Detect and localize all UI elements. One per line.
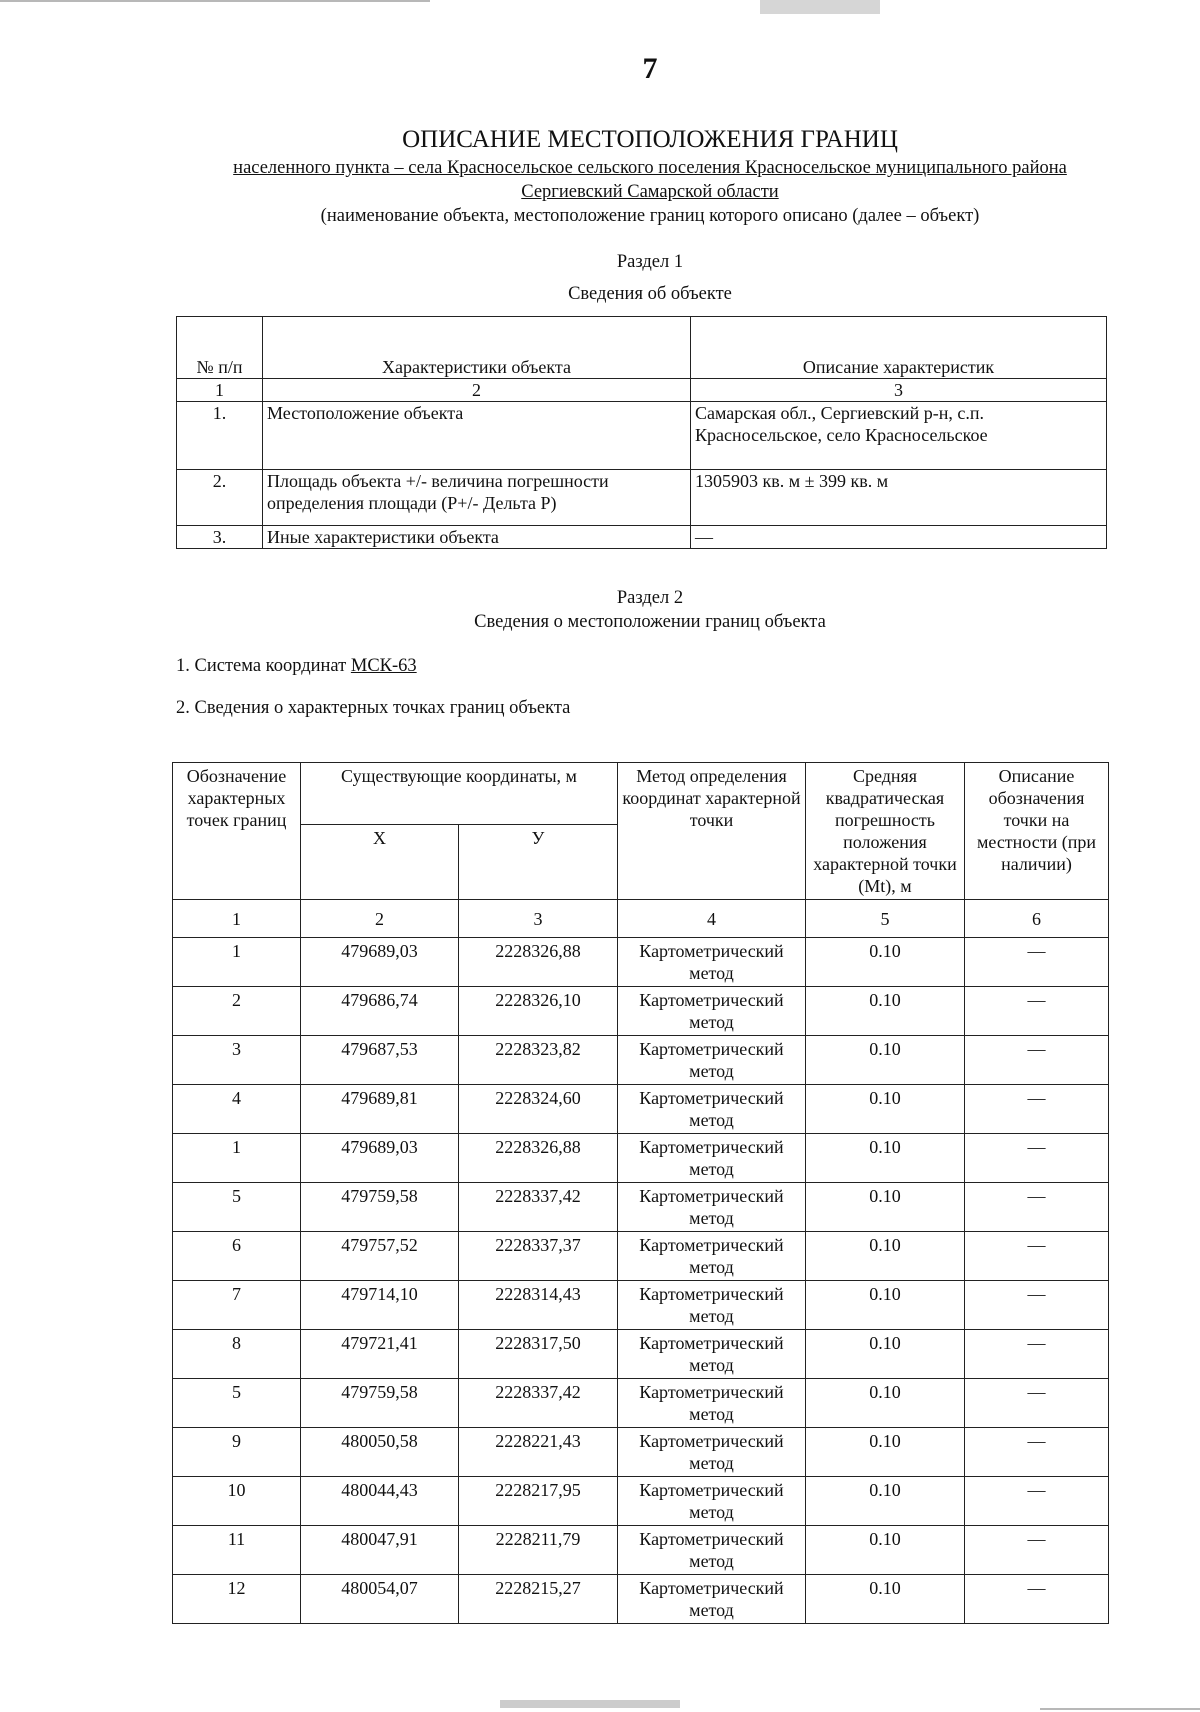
method: Картометрический метод <box>618 1526 806 1575</box>
table-row <box>173 1085 1109 1134</box>
mean-error: 0.10 <box>806 1428 965 1477</box>
method: Картометрический метод <box>618 1477 806 1526</box>
t1-row-name: Площадь объекта +/- величина погрешности определения площади (Р+/- Дельта Р) <box>263 470 691 526</box>
coord-y: 2228337,37 <box>459 1232 618 1281</box>
mean-error: 0.10 <box>806 1232 965 1281</box>
scan-artifact-top-line <box>0 0 430 2</box>
coord-x: 479721,41 <box>301 1330 459 1379</box>
t2-colnum: 3 <box>459 900 618 938</box>
t2-header-designation: Обозначение характерных точек границ <box>173 763 301 900</box>
object-name-note: (наименование объекта, местоположение границ которого описано (далее – объект) <box>320 206 980 226</box>
table-row <box>173 987 1109 1036</box>
coord-x: 479687,53 <box>301 1036 459 1085</box>
method: Картометрический метод <box>618 1036 806 1085</box>
coord-y: 2228326,88 <box>459 1134 618 1183</box>
coord-y: 2228323,82 <box>459 1036 618 1085</box>
method: Картометрический метод <box>618 1134 806 1183</box>
mean-error: 0.10 <box>806 1134 965 1183</box>
point-designation: 3 <box>173 1036 301 1085</box>
point-designation: 11 <box>173 1526 301 1575</box>
table-row <box>173 1183 1109 1232</box>
t2-header-coords: Существующие координаты, м <box>301 763 618 825</box>
point-designation: 7 <box>173 1281 301 1330</box>
point-designation: 6 <box>173 1232 301 1281</box>
t1-header-num: № п/п <box>177 317 263 379</box>
point-designation: 12 <box>173 1575 301 1624</box>
section1-heading: Сведения об объекте <box>568 284 732 304</box>
t2-header-description: Описание обозначения точки на местности (при наличии) <box>965 763 1109 900</box>
coord-x: 479757,52 <box>301 1232 459 1281</box>
coord-x: 480044,43 <box>301 1477 459 1526</box>
coord-y: 2228337,42 <box>459 1379 618 1428</box>
coord-x: 479689,81 <box>301 1085 459 1134</box>
point-description: — <box>965 1477 1109 1526</box>
coord-x: 480047,91 <box>301 1526 459 1575</box>
point-description: — <box>965 1526 1109 1575</box>
object-name-line2-wrap <box>190 182 1110 203</box>
page-number: 7 <box>642 52 658 85</box>
section2-heading: Сведения о местоположении границ объекта <box>474 612 826 632</box>
section1-label: Раздел 1 <box>616 252 684 272</box>
mean-error: 0.10 <box>806 1477 965 1526</box>
t1-row-value: 1305903 кв. м ± 399 кв. м <box>691 470 1107 526</box>
point-designation: 1 <box>173 1134 301 1183</box>
coord-y: 2228215,27 <box>459 1575 618 1624</box>
point-description: — <box>965 1036 1109 1085</box>
method: Картометрический метод <box>618 1085 806 1134</box>
document-title: ОПИСАНИЕ МЕСТОПОЛОЖЕНИЯ ГРАНИЦ <box>402 126 898 153</box>
method: Картометрический метод <box>618 938 806 987</box>
scan-artifact-bottom-right <box>1040 1708 1200 1710</box>
mean-error: 0.10 <box>806 987 965 1036</box>
coord-y: 2228326,10 <box>459 987 618 1036</box>
coord-system <box>176 656 417 677</box>
points-heading: 2. Сведения о характерных точках границ объекта <box>176 698 571 718</box>
coord-y: 2228337,42 <box>459 1183 618 1232</box>
point-description: — <box>965 987 1109 1036</box>
table-row <box>173 1428 1109 1477</box>
table-row <box>173 1526 1109 1575</box>
table-row <box>173 938 1109 987</box>
object-info-table <box>176 316 1107 549</box>
t1-row-value: Самарская обл., Сергиевский р-н, с.п. Красносельское, село Красносельское <box>691 402 1107 470</box>
point-designation: 2 <box>173 987 301 1036</box>
coord-y: 2228324,60 <box>459 1085 618 1134</box>
coord-x: 479686,74 <box>301 987 459 1036</box>
object-name-line2: Сергиевский Самарской области <box>521 182 779 202</box>
coord-y: 2228217,95 <box>459 1477 618 1526</box>
mean-error: 0.10 <box>806 1085 965 1134</box>
point-description: — <box>965 1575 1109 1624</box>
mean-error: 0.10 <box>806 1526 965 1575</box>
point-designation: 5 <box>173 1379 301 1428</box>
mean-error: 0.10 <box>806 1330 965 1379</box>
coord-y: 2228317,50 <box>459 1330 618 1379</box>
scan-artifact-bottom <box>500 1700 680 1708</box>
method: Картометрический метод <box>618 1232 806 1281</box>
coord-x: 479689,03 <box>301 1134 459 1183</box>
coord-x: 479714,10 <box>301 1281 459 1330</box>
coord-y: 2228326,88 <box>459 938 618 987</box>
table-row <box>173 1379 1109 1428</box>
t1-colnum: 2 <box>263 379 691 402</box>
t1-colnum: 1 <box>177 379 263 402</box>
section2-label: Раздел 2 <box>616 588 684 608</box>
point-designation: 10 <box>173 1477 301 1526</box>
coord-system-label: 1. Система координат <box>176 656 347 676</box>
table-row <box>173 1036 1109 1085</box>
point-description: — <box>965 1232 1109 1281</box>
mean-error: 0.10 <box>806 1379 965 1428</box>
t2-header-method: Метод определения координат характерной точки <box>618 763 806 900</box>
boundary-points-table <box>172 762 1109 1624</box>
method: Картометрический метод <box>618 987 806 1036</box>
t2-colnum: 4 <box>618 900 806 938</box>
t2-header-error: Средняя квадратическая погрешность положения характерной точки (Mt), м <box>806 763 965 900</box>
t1-row-num: 2. <box>177 470 263 526</box>
t1-row-name: Иные характеристики объекта <box>263 526 691 549</box>
coord-y: 2228221,43 <box>459 1428 618 1477</box>
point-designation: 8 <box>173 1330 301 1379</box>
point-description: — <box>965 938 1109 987</box>
t1-row-value: — <box>691 526 1107 549</box>
mean-error: 0.10 <box>806 1281 965 1330</box>
coord-x: 480050,58 <box>301 1428 459 1477</box>
t2-colnum: 1 <box>173 900 301 938</box>
method: Картометрический метод <box>618 1379 806 1428</box>
method: Картометрический метод <box>618 1330 806 1379</box>
table-row <box>177 526 1107 549</box>
coord-y: 2228314,43 <box>459 1281 618 1330</box>
method: Картометрический метод <box>618 1281 806 1330</box>
t2-colnum: 6 <box>965 900 1109 938</box>
method: Картометрический метод <box>618 1575 806 1624</box>
t1-row-name: Местоположение объекта <box>263 402 691 470</box>
t1-colnum: 3 <box>691 379 1107 402</box>
coord-x: 480054,07 <box>301 1575 459 1624</box>
coord-x: 479689,03 <box>301 938 459 987</box>
coord-x: 479759,58 <box>301 1183 459 1232</box>
point-description: — <box>965 1428 1109 1477</box>
method: Картометрический метод <box>618 1428 806 1477</box>
point-description: — <box>965 1085 1109 1134</box>
mean-error: 0.10 <box>806 1183 965 1232</box>
mean-error: 0.10 <box>806 1575 965 1624</box>
t1-row-num: 3. <box>177 526 263 549</box>
t1-header-name: Характеристики объекта <box>263 317 691 379</box>
table-row <box>177 470 1107 526</box>
t2-header-x: X <box>301 825 459 900</box>
table-row <box>173 1575 1109 1624</box>
table-row <box>177 402 1107 470</box>
point-designation: 4 <box>173 1085 301 1134</box>
table-row <box>173 1134 1109 1183</box>
method: Картометрический метод <box>618 1183 806 1232</box>
scan-artifact-top-right <box>760 0 880 14</box>
t2-colnum: 5 <box>806 900 965 938</box>
table-row <box>173 1477 1109 1526</box>
point-designation: 1 <box>173 938 301 987</box>
t1-header-value: Описание характеристик <box>691 317 1107 379</box>
t1-row-num: 1. <box>177 402 263 470</box>
point-description: — <box>965 1134 1109 1183</box>
point-designation: 9 <box>173 1428 301 1477</box>
coord-system-value: МСК-63 <box>350 656 417 676</box>
point-description: — <box>965 1281 1109 1330</box>
t2-colnum: 2 <box>301 900 459 938</box>
table-row <box>173 1330 1109 1379</box>
point-description: — <box>965 1183 1109 1232</box>
object-name-line1: населенного пункта – села Красносельское сельского поселения Красносельское муниципального района <box>233 158 1067 178</box>
point-description: — <box>965 1330 1109 1379</box>
coord-x: 479759,58 <box>301 1379 459 1428</box>
table-row <box>173 1232 1109 1281</box>
point-designation: 5 <box>173 1183 301 1232</box>
mean-error: 0.10 <box>806 938 965 987</box>
point-description: — <box>965 1379 1109 1428</box>
t2-header-y: У <box>459 825 618 900</box>
table-row <box>173 1281 1109 1330</box>
coord-y: 2228211,79 <box>459 1526 618 1575</box>
mean-error: 0.10 <box>806 1036 965 1085</box>
